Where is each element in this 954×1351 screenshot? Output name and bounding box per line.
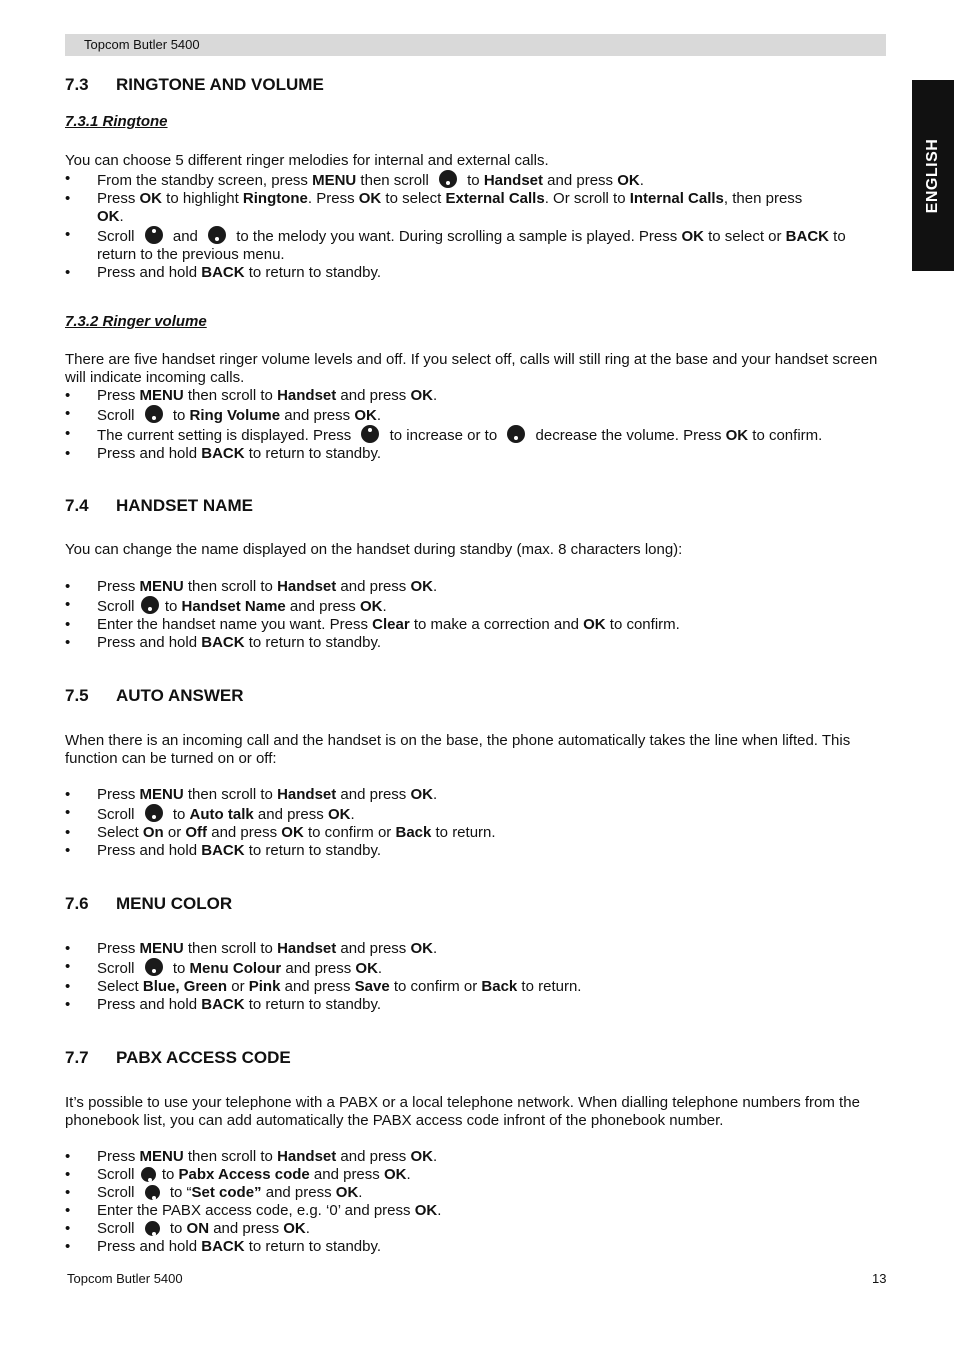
- footer-title: Topcom Butler 5400: [67, 1271, 183, 1286]
- language-tab: [912, 80, 954, 271]
- scroll-down-icon: [145, 1221, 160, 1236]
- menu-color-steps: [65, 940, 887, 1014]
- ringtone-steps: [65, 170, 887, 282]
- auto-answer-steps: [65, 786, 887, 860]
- list-item: • Press MENU then scroll to Handset and press OK.: [65, 940, 887, 958]
- list-item: • Press and hold BACK to return to standby.: [65, 842, 887, 860]
- list-item: • Press MENU then scroll to Handset and press OK.: [65, 786, 887, 804]
- list-item: • Select Blue, Green or Pink and press Save to confirm or Back to return.: [65, 978, 887, 996]
- list-item: • Scroll to Menu Colour and press OK.: [65, 958, 887, 978]
- page-number: 13: [872, 1271, 887, 1286]
- list-item: • Enter the handset name you want. Press Clear to make a correction and OK to confirm.: [65, 616, 887, 634]
- header-title: Topcom Butler 5400: [84, 37, 200, 52]
- list-item: • Press and hold BACK to return to standby.: [65, 634, 887, 652]
- scroll-up-icon: [361, 425, 379, 443]
- scroll-down-icon: [145, 1185, 160, 1200]
- scroll-down-icon: [145, 958, 163, 976]
- pabx-intro: It’s possible to use your telephone with a PABX or a local telephone network. When dialling telephone numbers from the phonebook list, you can add automatically the PABX access code infront of the phonebook number.: [65, 1094, 860, 1129]
- section-heading-7-7: 7.7 PABX ACCESS CODE: [65, 1048, 291, 1067]
- scroll-down-icon: [145, 405, 163, 423]
- section-heading-7-3: 7.3 RINGTONE AND VOLUME: [65, 75, 324, 94]
- list-item: • Enter the PABX access code, e.g. ‘0’ and press OK.: [65, 1202, 887, 1220]
- scroll-down-icon: [507, 425, 525, 443]
- pabx-steps: [65, 1148, 887, 1256]
- list-item: • Press OK to highlight Ringtone. Press OK to select External Calls. Or scroll to Internal Calls, then press OK.: [65, 190, 887, 226]
- list-item: • Scroll to ON and press OK.: [65, 1220, 887, 1238]
- list-item: • From the standby screen, press MENU then scroll to Handset and press OK.: [65, 170, 887, 190]
- scroll-down-icon: [141, 1167, 156, 1182]
- section-heading-7-6: 7.6 MENU COLOR: [65, 894, 233, 913]
- list-item: • Press MENU then scroll to Handset and press OK.: [65, 578, 887, 596]
- list-item: • Scroll to Auto talk and press OK.: [65, 804, 887, 824]
- list-item: • Scroll to Ring Volume and press OK.: [65, 405, 887, 425]
- language-label: ENGLISH: [924, 138, 941, 213]
- section-heading-7-5: 7.5 AUTO ANSWER: [65, 686, 244, 705]
- subsection-heading-7-3-1: 7.3.1 Ringtone: [65, 113, 168, 130]
- scroll-up-icon: [145, 226, 163, 244]
- list-item: • Scroll to Handset Name and press OK.: [65, 596, 887, 616]
- list-item: • Scroll to Pabx Access code and press OK.: [65, 1166, 887, 1184]
- list-item: • Scroll and to the melody you want. During scrolling a sample is played. Press OK to select or BACK to return to the previous menu.: [65, 226, 887, 264]
- page-header: [65, 34, 886, 56]
- list-item: • Press and hold BACK to return to standby.: [65, 996, 887, 1014]
- list-item: • Press MENU then scroll to Handset and press OK.: [65, 387, 887, 405]
- list-item: • Press and hold BACK to return to standby.: [65, 264, 887, 282]
- scroll-down-icon: [141, 596, 159, 614]
- list-item: • Press and hold BACK to return to standby.: [65, 1238, 887, 1256]
- auto-answer-intro: When there is an incoming call and the handset is on the base, the phone automatically takes the line when lifted. This function can be turned on or off:: [65, 732, 851, 767]
- list-item: • The current setting is displayed. Press to increase or to decrease the volume. Press OK to confirm.: [65, 425, 887, 445]
- scroll-down-icon: [439, 170, 457, 188]
- ringer-volume-intro: There are five handset ringer volume levels and off. If you select off, calls will still ring at the base and your handset screen will indicate incoming calls.: [65, 351, 878, 386]
- scroll-down-icon: [208, 226, 226, 244]
- handset-name-steps: [65, 578, 887, 652]
- scroll-down-icon: [145, 804, 163, 822]
- handset-name-intro: You can change the name displayed on the handset during standby (max. 8 characters long):: [65, 541, 683, 558]
- ringer-volume-steps: [65, 387, 887, 463]
- subsection-heading-7-3-2: 7.3.2 Ringer volume: [65, 313, 207, 330]
- list-item: • Select On or Off and press OK to confirm or Back to return.: [65, 824, 887, 842]
- list-item: • Press and hold BACK to return to standby.: [65, 445, 887, 463]
- section-heading-7-4: 7.4 HANDSET NAME: [65, 496, 253, 515]
- list-item: • Press MENU then scroll to Handset and press OK.: [65, 1148, 887, 1166]
- list-item: • Scroll to “Set code” and press OK.: [65, 1184, 887, 1202]
- ringtone-intro: You can choose 5 different ringer melodies for internal and external calls.: [65, 152, 549, 169]
